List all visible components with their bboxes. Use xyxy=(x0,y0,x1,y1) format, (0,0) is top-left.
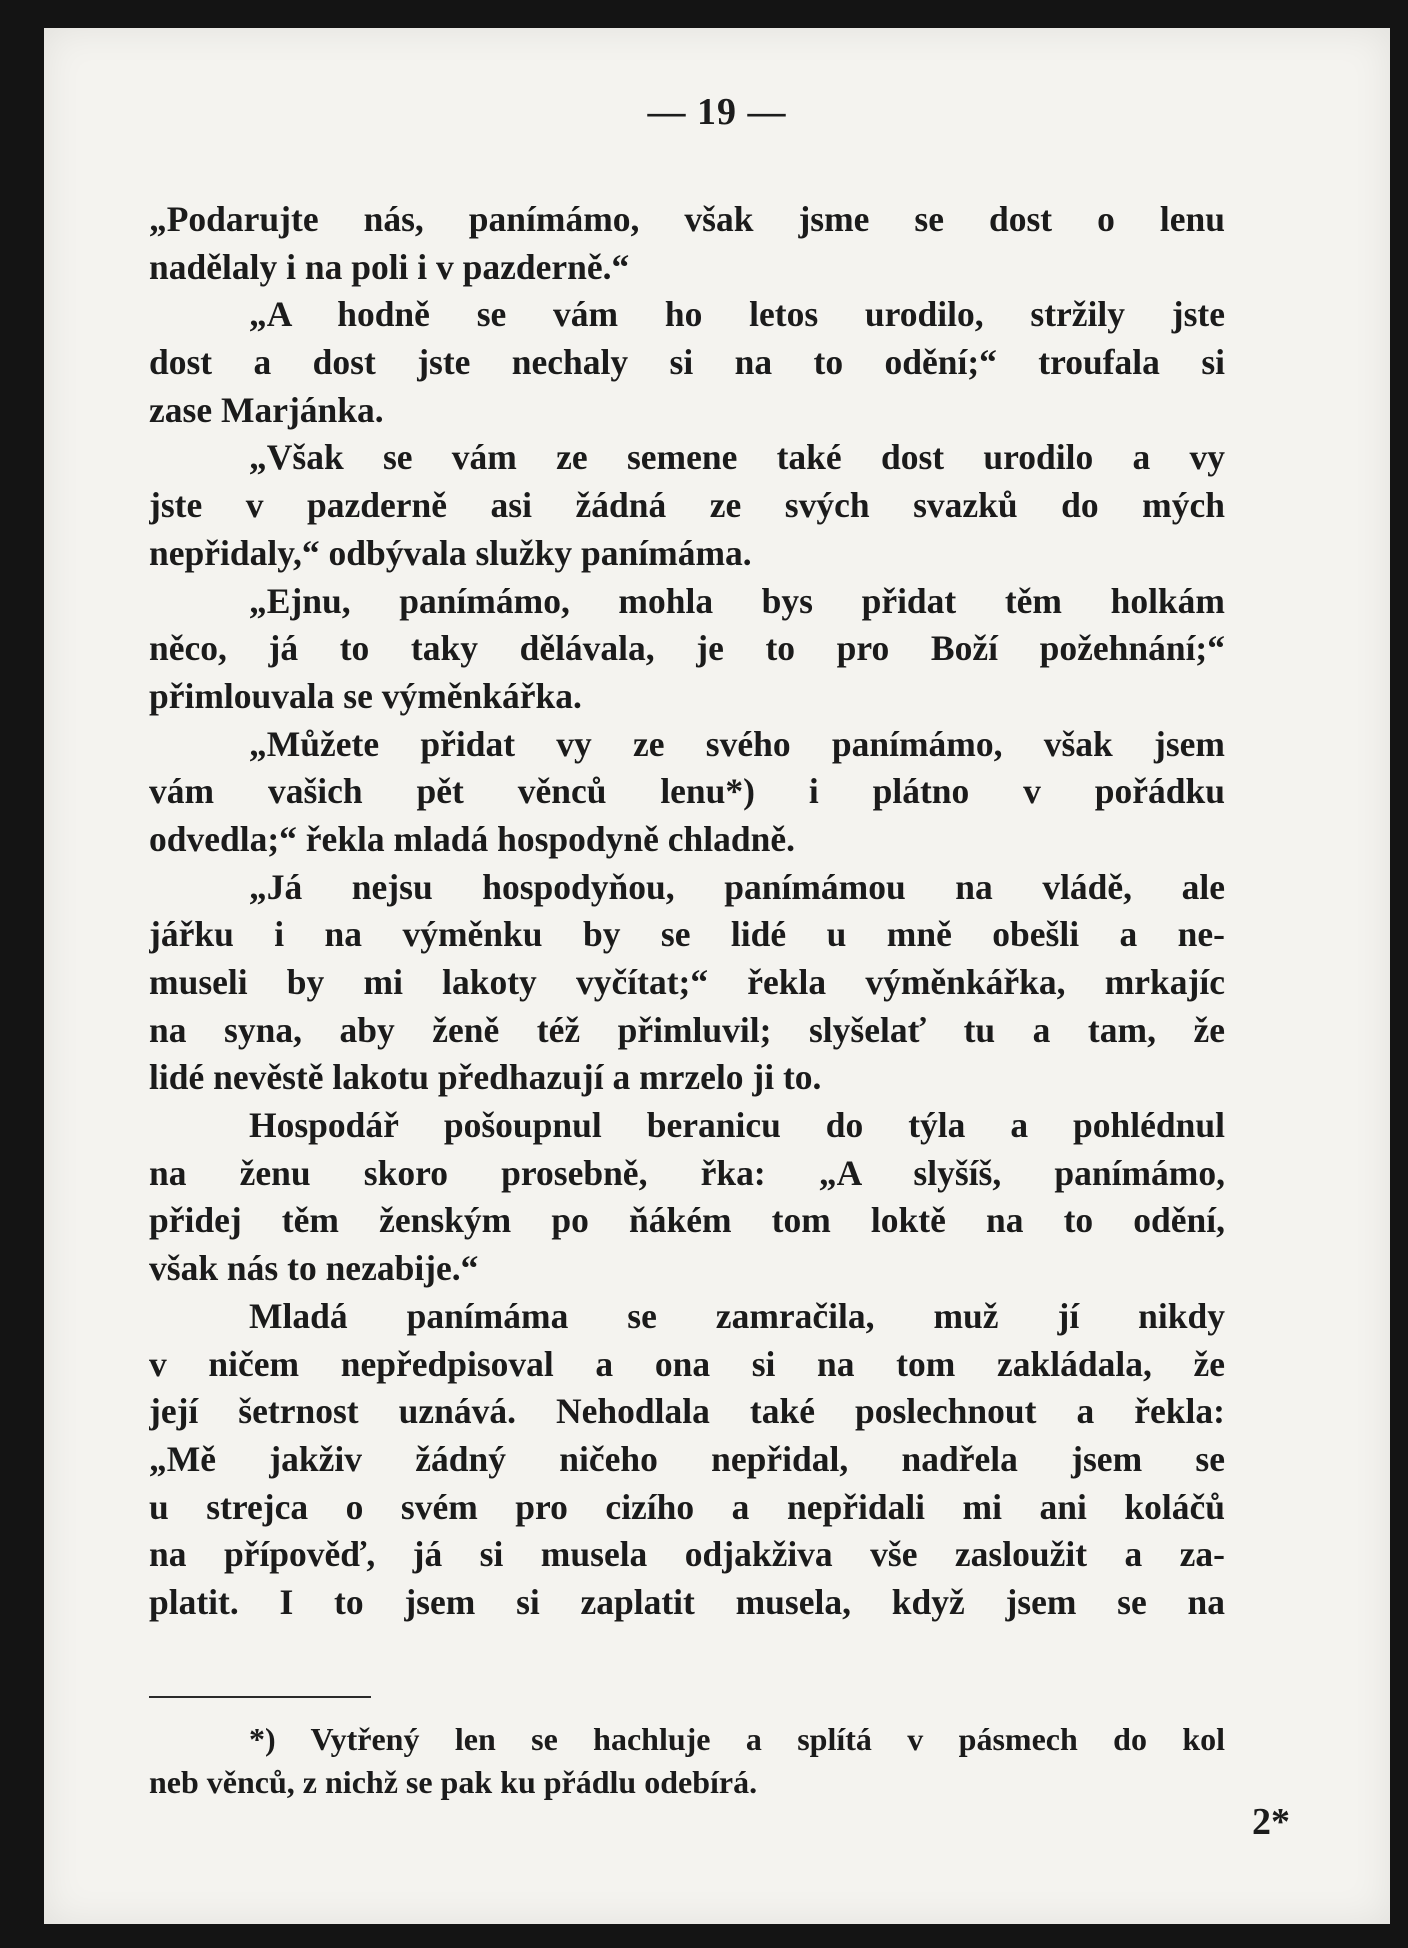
text-line: „Můžete přidat vy ze svého panímámo, však jsem xyxy=(249,723,1225,764)
text-line: „Já nejsu hospodyňou, panímámou na vládě, ale xyxy=(249,866,1225,907)
text-line: u strejca o svém pro cizího a nepřidali mi ani koláčů xyxy=(149,1486,1225,1527)
text-line: nepřidaly,“ odbývala služky panímáma. xyxy=(149,532,752,573)
text-line: Mladá panímáma se zamračila, muž jí nikdy xyxy=(249,1295,1225,1336)
footnote xyxy=(149,1718,1225,1804)
text-line: v ničem nepředpisoval a ona si na tom zakládala, že xyxy=(149,1343,1225,1384)
text-line: „Však se vám ze semene také dost urodilo a vy xyxy=(249,437,1225,478)
text-line: museli by mi lakoty vyčítat;“ řekla výměnkářka, mrkajíc xyxy=(149,962,1225,1002)
page-number: — 19 — xyxy=(647,91,787,133)
signature-mark: 2* xyxy=(1252,1801,1290,1843)
text-line: její šetrnost uznává. Nehodlala také poslechnout a řekla: xyxy=(149,1391,1225,1432)
footnote-line: *) Vytřený len se hachluje a splítá v pásmech do kol xyxy=(249,1721,1225,1757)
text-line: „Ejnu, panímámo, mohla bys přidat těm holkám xyxy=(249,580,1225,621)
text-line: přidej těm ženským po ňákém tom loktě na to odění, xyxy=(149,1200,1225,1241)
text-line: nadělaly i na poli i v pazderně.“ xyxy=(149,246,630,287)
body-text xyxy=(149,196,1225,1627)
text-line: platit. I to jsem si zaplatit musela, když jsem se na xyxy=(149,1581,1225,1622)
text-line: na syna, aby ženě též přimluvil; slyšelať tu a tam, že xyxy=(149,1009,1225,1050)
book-page xyxy=(44,28,1390,1924)
text-line: „Podarujte nás, panímámo, však jsme se dost o lenu xyxy=(149,199,1225,239)
footnote-divider xyxy=(149,1696,371,1698)
text-line: přimlouvala se výměnkářka. xyxy=(149,675,582,716)
footnote-line: neb věnců, z nichž se pak ku přádlu odebírá. xyxy=(149,1764,758,1800)
text-line: dost a dost jste nechaly si na to odění;“ troufala si xyxy=(149,342,1225,383)
text-line: „A hodně se vám ho letos urodilo, stržily jste xyxy=(249,294,1225,335)
text-line: jste v pazderně asi žádná ze svých svazků do mých xyxy=(149,485,1225,526)
text-line: na ženu skoro prosebně, řka: „A slyšíš, panímámo, xyxy=(149,1152,1225,1193)
text-line: odvedla;“ řekla mladá hospodyně chladně. xyxy=(149,818,796,859)
text-line: „Mě jakživ žádný ničeho nepřidal, nadřela jsem se xyxy=(149,1438,1225,1479)
text-line: něco, já to taky dělávala, je to pro Boží požehnání;“ xyxy=(149,628,1225,669)
text-line: na přípověď, já si musela odjakživa vše zasloužit a za- xyxy=(149,1534,1225,1575)
text-line: Hospodář pošoupnul beranicu do týla a pohlédnul xyxy=(249,1105,1225,1146)
text-line: však nás to nezabije.“ xyxy=(149,1248,479,1289)
text-line: lidé nevěstě lakotu předhazují a mrzelo ji to. xyxy=(149,1057,822,1098)
text-line: zase Marjánka. xyxy=(149,389,384,430)
text-line: vám vašich pět věnců lenu*) i plátno v pořádku xyxy=(149,771,1225,812)
text-line: jářku i na výměnku by se lidé u mně obešli a ne- xyxy=(149,914,1225,955)
